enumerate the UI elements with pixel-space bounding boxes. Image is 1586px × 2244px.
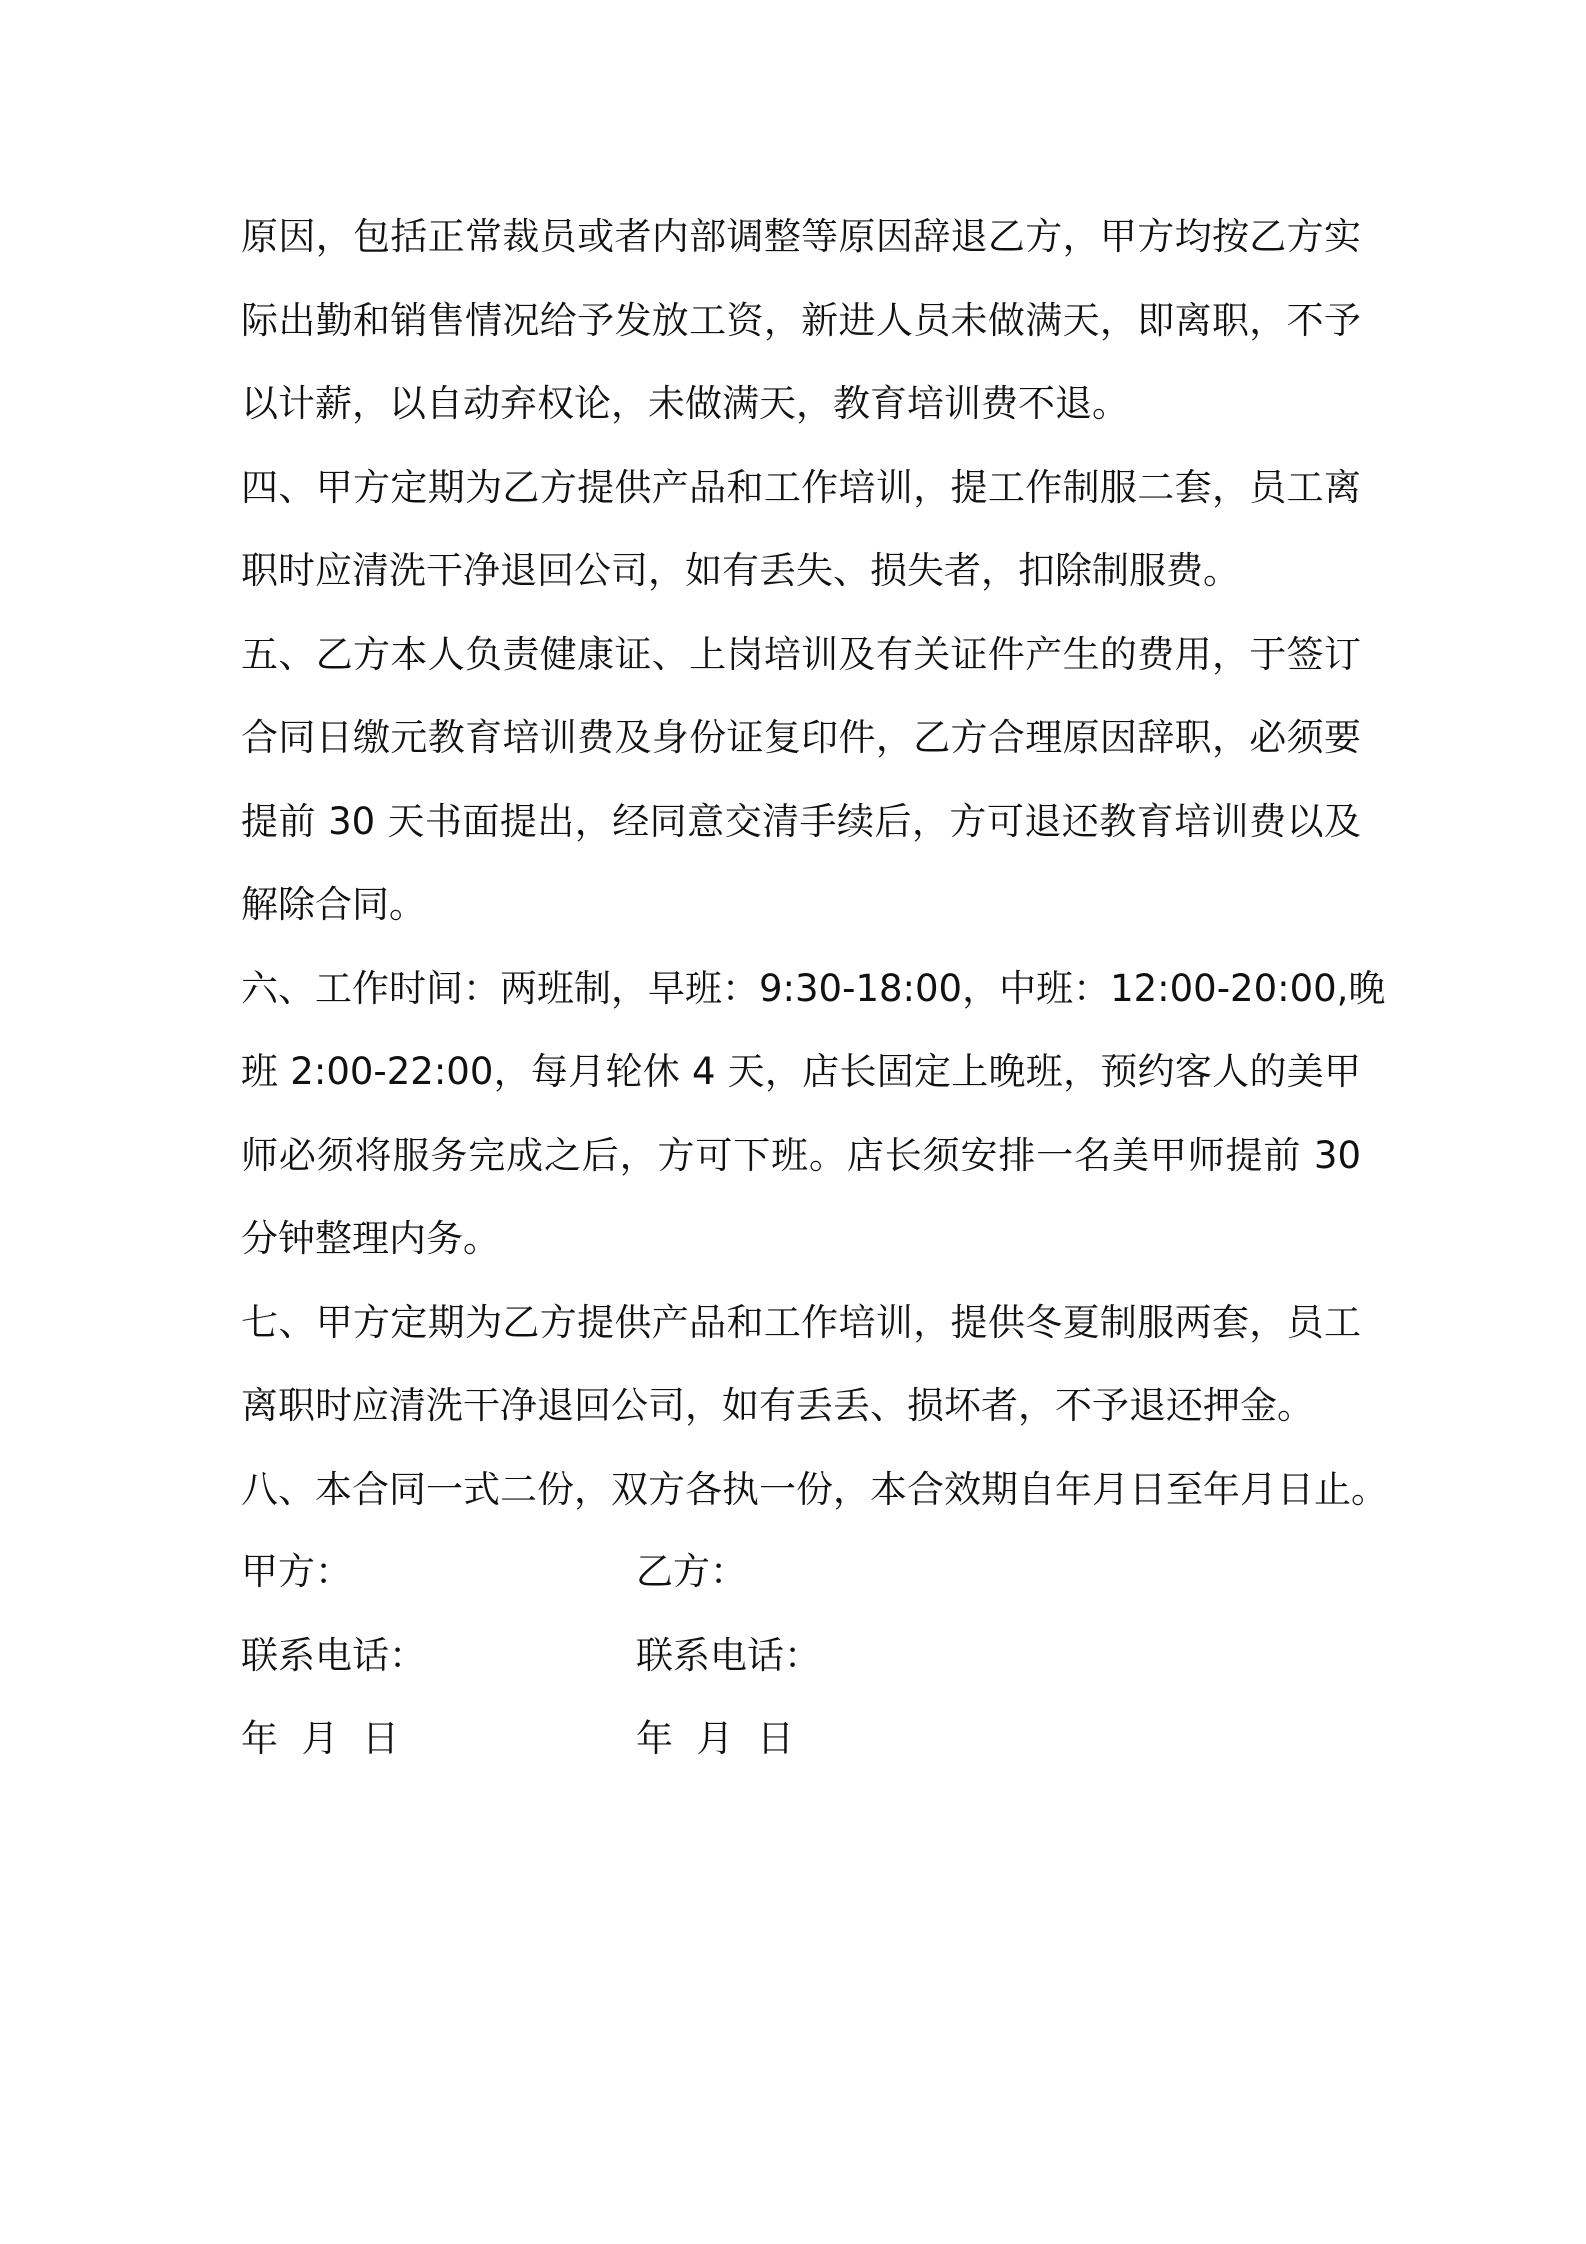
text-line: 以计薪，以自动弃权论，未做满天，教育培训费不退。	[241, 382, 1129, 425]
party-a-label: 甲方：	[241, 1550, 352, 1593]
clause-4-line: 四、甲方定期为乙方提供产品和工作培训，提工作制服二套，员工离	[241, 465, 1361, 509]
clause-7-line: 七、甲方定期为乙方提供产品和工作培训，提供冬夏制服两套，员工	[241, 1300, 1361, 1344]
text-line: 际出勤和销售情况给予发放工资，新进人员未做满天，即离职，不予	[241, 298, 1361, 342]
clause-6-line: 分钟整理内务。	[241, 1217, 500, 1260]
party-b-phone-label: 联系电话：	[636, 1633, 821, 1677]
party-b-label: 乙方：	[636, 1550, 747, 1593]
party-a-phone-label: 联系电话：	[241, 1633, 426, 1677]
text-line: 原因，包括正常裁员或者内部调整等原因辞退乙方，甲方均按乙方实	[241, 215, 1361, 258]
clause-4-line: 职时应清洗干净退回公司，如有丢失、损失者，扣除制服费。	[241, 549, 1240, 592]
clause-5-line: 提前 30 天书面提出，经同意交清手续后，方可退还教育培训费以及	[241, 799, 1361, 843]
party-row	[241, 1530, 1141, 1614]
date-row	[241, 1697, 1141, 1781]
clause-6-line: 六、工作时间：两班制，早班：9:30-18:00，中班：12:00-20:00,晚	[241, 966, 1386, 1010]
clause-8-line: 八、本合同一式二份，双方各执一份，本合效期自年月日至年月日止。	[241, 1467, 1388, 1511]
signature-block	[241, 1530, 1141, 1781]
clause-5-line: 解除合同。	[241, 883, 426, 926]
clause-7-line: 离职时应清洗干净退回公司，如有丢丢、损坏者，不予退还押金。	[241, 1384, 1314, 1427]
clause-5-line: 合同日缴元教育培训费及身份证复印件，乙方合理原因辞职，必须要	[241, 716, 1361, 759]
clause-5-line: 五、乙方本人负责健康证、上岗培训及有关证件产生的费用，于签订	[241, 632, 1361, 676]
contract-clauses	[241, 195, 1388, 1531]
party-a-date: 年 月 日	[241, 1717, 400, 1760]
clause-6-line: 班 2:00-22:00，每月轮休 4 天，店长固定上晚班，预约客人的美甲	[241, 1050, 1361, 1093]
phone-row	[241, 1614, 1141, 1698]
clause-6-line: 师必须将服务完成之后，方可下班。店长须安排一名美甲师提前 30	[241, 1133, 1361, 1177]
party-b-date: 年 月 日	[636, 1717, 795, 1760]
